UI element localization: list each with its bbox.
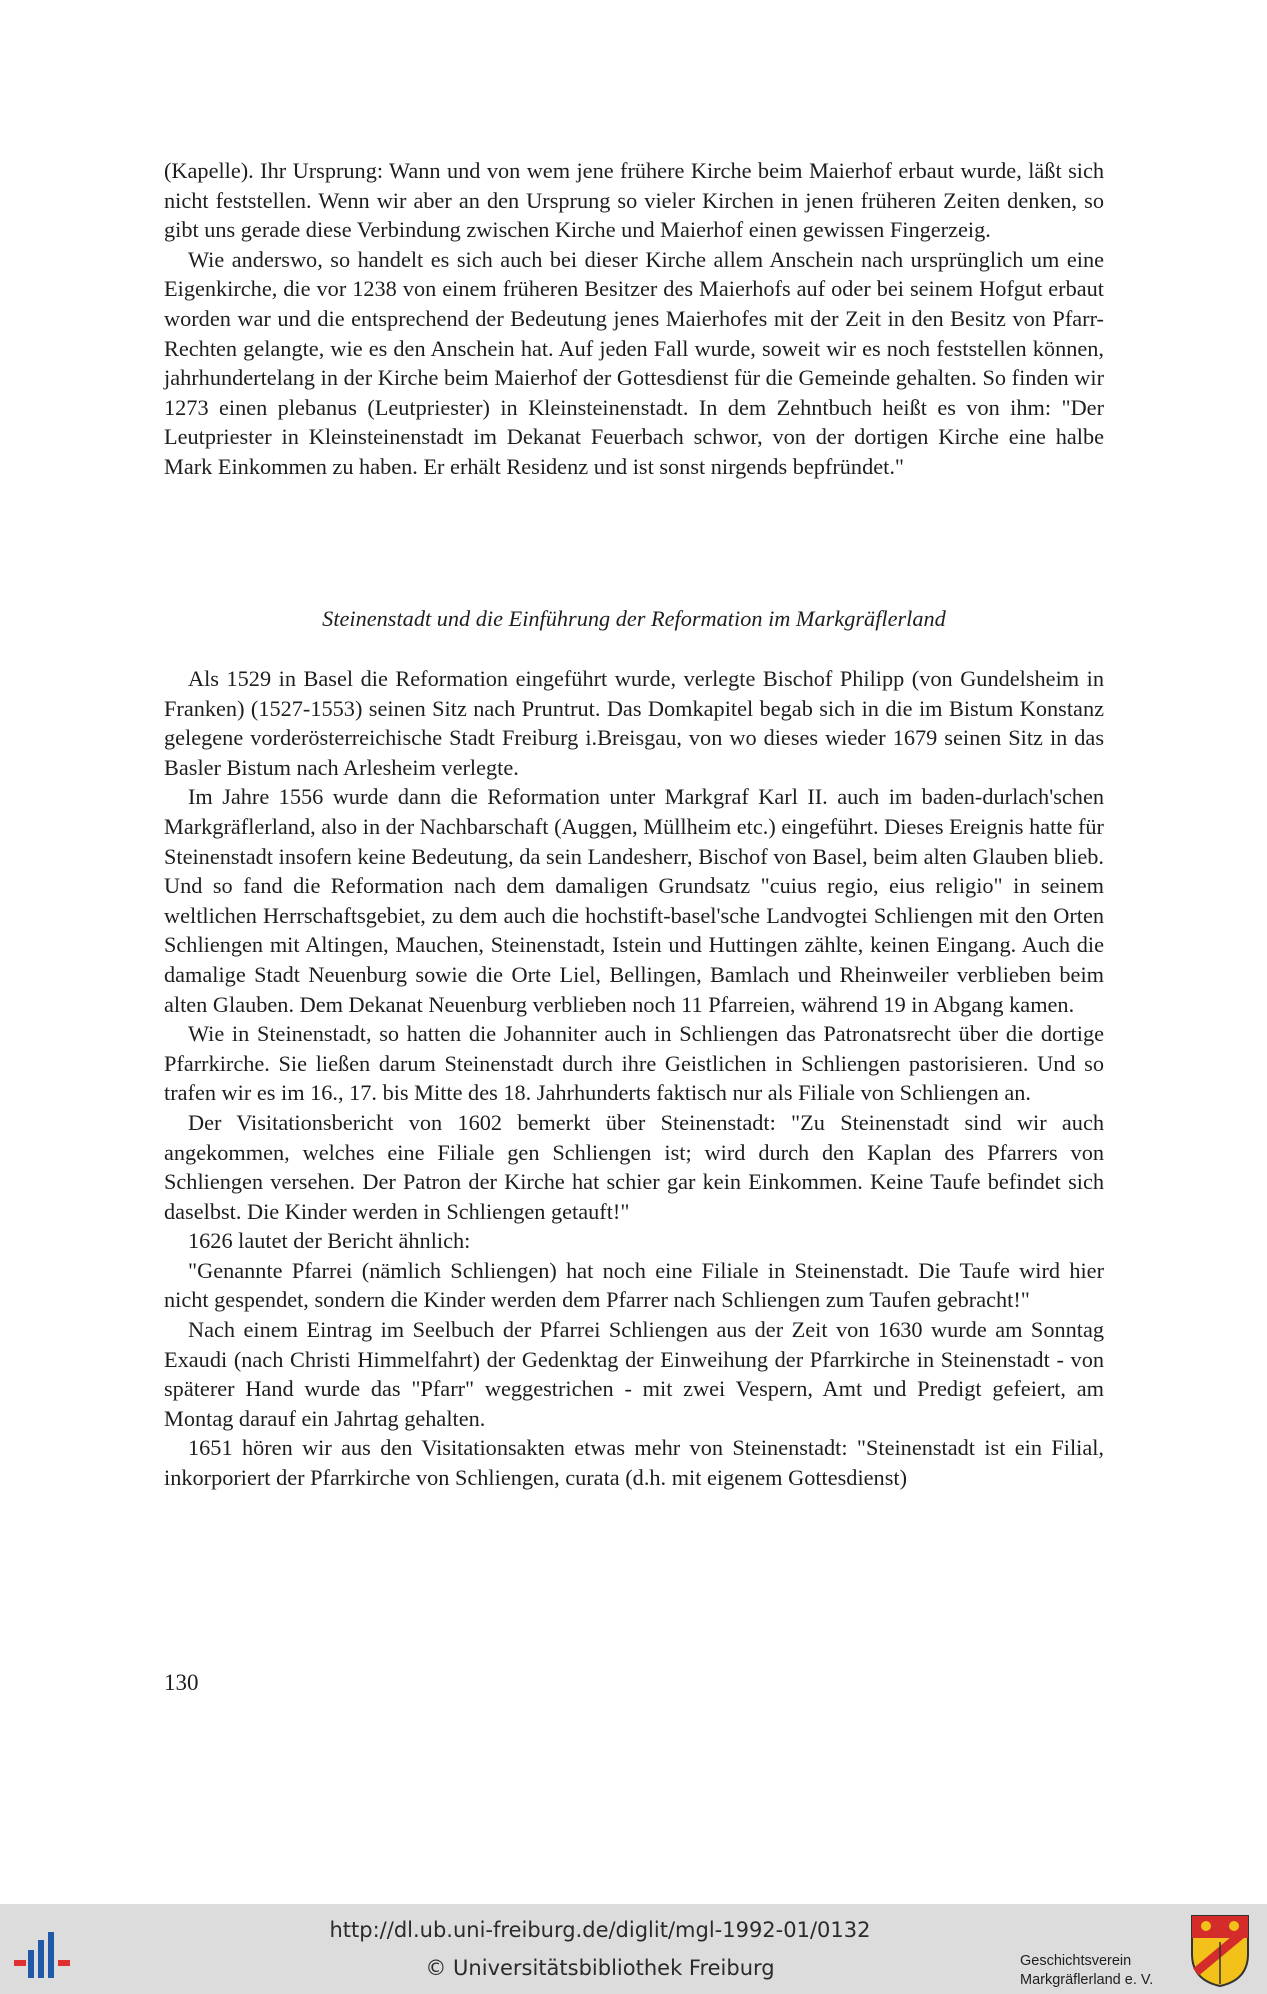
paragraph: Nach einem Eintrag im Seelbuch der Pfarrei Schliengen aus der Zeit von 1630 wurde am Sonntag Exaudi (nach Christi Himmelfahrt) der Gedenktag der Einweihung der Pfarrkirche in Steinenstadt - von späterer Hand wurde das "Pfarr" weggestrichen - mit zwei Vespern, Amt und Predigt gefeiert, am Montag darauf ein Jahrtag gehalten. (164, 1317, 1104, 1431)
paragraph: (Kapelle). Ihr Ursprung: Wann und von wem jene frühere Kirche beim Maierhof erbaut wurde, läßt sich nicht feststellen. Wenn wir aber an den Ursprung so vieler Kirchen in jenen früheren Zeiten denken, so gibt uns gerade diese Verbindung zwischen Kirche und Maierhof einen gewissen Fingerzeig. (164, 158, 1104, 243)
paragraph: Wie in Steinenstadt, so hatten die Johanniter auch in Schliengen das Patronatsrecht über die dortige Pfarrkirche. Sie ließen darum Steinenstadt durch ihre Geistlichen in Schliengen pastorisieren. Und so trafen wir es im 16., 17. bis Mitte des 18. Jahrhunderts faktisch nur als Filiale von Schliengen an. (164, 1021, 1104, 1106)
paragraph: Der Visitationsbericht von 1602 bemerkt über Steinenstadt: "Zu Steinenstadt sind wir auch angekommen, welches eine Filiale gen Schliengen ist; wird durch den Kaplan des Pfarrers von Schliengen versehen. Der Patron der Kirche hat schier gar kein Einkommen. Keine Taufe befindet sich daselbst. Die Kinder werden in Schliengen getauft!" (164, 1109, 1104, 1224)
society-name (1020, 1952, 1180, 1990)
page-number: 130 (164, 1670, 199, 1695)
paragraph: Wie anderswo, so handelt es sich auch bei dieser Kirche allem Anschein nach ursprünglich um eine Eigenkirche, die vor 1238 von einem früheren Besitzer des Maierhofs auf oder bei seinem Hofgut erbaut worden war und die entsprechend der Bedeutung jenes Maierhofes mit der Zeit in den Besitz von Pfarr-Rechten gelangte, wie es den Anschein hat. Auf jeden Fall wurde, soweit wir es noch feststellen können, jahrhundertelang in der Kirche beim Maierhof der Gottesdienst für die Gemeinde gehalten. So finden wir 1273 einen plebanus (Leutpriester) in Kleinsteinenstadt. In dem Zehntbuch heißt es von ihm: "Der Leutpriester in Kleinsteinenstadt im Dekanat Feuerbach schwor, von der dortigen Kirche eine halbe Mark Einkommen zu haben. Er erhält Residenz und ist sonst nirgends bepfründet." (164, 246, 1104, 479)
paragraph: Als 1529 in Basel die Reformation eingeführt wurde, verlegte Bischof Philipp (von Gundelsheim in Franken) (1527-1553) seinen Sitz nach Pruntrut. Das Domkapitel begab sich in die im Bistum Konstanz gelegene vorderösterreichische Stadt Freiburg i.Breisgau, von wo dieses wieder 1679 seinen Sitz in das Basler Bistum nach Arlesheim verlegte. (164, 666, 1104, 780)
body-text-bottom (164, 664, 1104, 1493)
society-name-line2: Markgräflerland e. V. (1020, 1972, 1154, 1988)
society-name-line1: Geschichtsverein (1020, 1953, 1132, 1969)
footer-url-link[interactable]: http://dl.ub.uni-freiburg.de/diglit/mgl-1992-01/0132 (329, 1918, 871, 1942)
section-heading: Steinenstadt und die Einführung der Reformation im Markgräflerland (322, 606, 946, 631)
paragraph: 1651 hören wir aus den Visitationsakten etwas mehr von Steinenstadt: "Steinenstadt ist ein Filial, inkorporiert der Pfarrkirche von Schliengen, curata (d.h. mit eigenem Gottesdienst) (164, 1435, 1104, 1491)
ub-freiburg-logo-icon[interactable] (14, 1928, 78, 1980)
paragraph: Im Jahre 1556 wurde dann die Reformation unter Markgraf Karl II. auch im baden-durlach'schen Markgräflerland, also in der Nachbarschaft (Auggen, Müllheim etc.) eingeführt. Dieses Ereignis hatte für Steinenstadt insofern keine Bedeutung, da sein Landesherr, Bischof von Basel, beim alten Glauben blieb. Und so fand die Reformation nach dem damaligen Grundsatz "cuius regio, eius religio" in seinem weltlichen Herrschaftsgebiet, zu dem auch die hochstift-basel'sche Landvogtei Schliengen mit den Orten Schliengen mit Altingen, Mauchen, Steinenstadt, Istein und Huttingen zählte, keinen Eingang. Auch die damalige Stadt Neuenburg sowie die Orte Liel, Bellingen, Bamlach und Rheinweiler verblieben beim alten Glauben. Dem Dekanat Neuenburg verblieben noch 11 Pfarreien, während 19 in Abgang kamen. (164, 784, 1104, 1017)
body-text-top (164, 156, 1104, 482)
footer-copyright: © Universitätsbibliothek Freiburg (425, 1956, 775, 1980)
coat-of-arms-icon[interactable] (1190, 1914, 1250, 1988)
paragraph: 1626 lautet der Bericht ähnlich: (188, 1228, 471, 1254)
footer-bar (0, 1904, 1267, 1994)
paragraph: "Genannte Pfarrei (nämlich Schliengen) hat noch eine Filiale in Steinenstadt. Die Taufe wird hier nicht gespendet, sondern die Kinder werden dem Pfarrer nach Schliengen zum Taufen gebracht!" (164, 1257, 1104, 1313)
